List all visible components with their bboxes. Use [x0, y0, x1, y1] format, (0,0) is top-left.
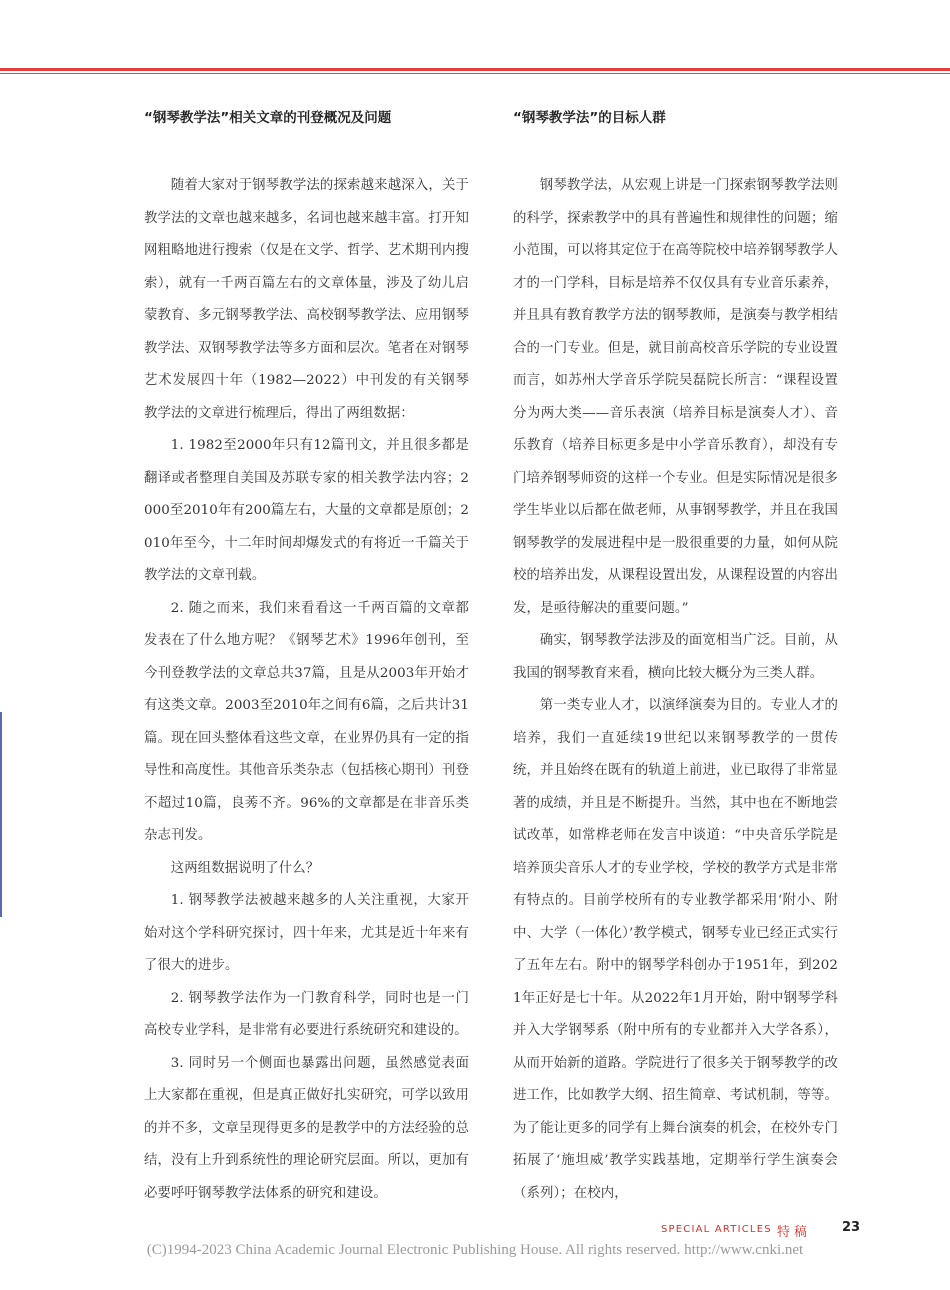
right-column: [513, 108, 838, 1210]
paragraph: 1. 钢琴教学法被越来越多的人关注重视，大家开始对这个学科研究探讨，四十年来，尤其是近十年来有了很大的进步。: [144, 893, 469, 973]
margin-marker-bar: [0, 712, 2, 917]
page-number: 23: [842, 1220, 861, 1235]
paragraph: 这两组数据说明了什么？: [170, 860, 320, 876]
right-column-body: [513, 170, 838, 1210]
paragraph: 随着大家对于钢琴教学法的探索越来越深入，关于教学法的文章也越来越多，名词也越来越丰富。打开知网粗略地进行搜索（仅是在文学、哲学、艺术期刊内搜索），就有一千两百篇左右的文章体量，涉及了幼儿启蒙教育、多元钢琴教学法、高校钢琴教学法、应用钢琴教学法、双钢琴教学法等多方面和层次。笔者在对钢琴艺术发展四十年（1982—2022）中刊发的有关钢琴教学法的文章进行梳理后，得出了两组数据：: [144, 178, 469, 421]
copyright-watermark: (C)1994-2023 China Academic Journal Electronic Publishing House. All rights reserved. http://www.cnki.net: [146, 1242, 804, 1258]
paragraph: 第一类专业人才，以演绎演奏为目的。专业人才的培养，我们一直延续19世纪以来钢琴教学的一贯传统，并且始终在既有的轨道上前进，业已取得了非常显著的成绩，并且是不断提升。当然，其中也在不断地尝试改革，如常桦老师在发言中谈道：“中央音乐学院是培养顶尖音乐人才的专业学校，学校的教学方式是非常有特点的。目前学校所有的专业教学都采用‘附小、附中、大学（一体化）’教学模式，钢琴专业已经正式实行了五年左右。附中的钢琴学科创办于1951年，到2021年正好是七十年。从2022年1月开始，附中钢琴学科并入大学钢琴系（附中所有的专业都并入大学各系），从而开始新的道路。学院进行了很多关于钢琴教学的改进工作，比如教学大纲、招生简章、考试机制，等等。为了能让更多的同学有上舞台演奏的机会，在校外专门拓展了‘施坦威’教学实践基地，定期举行学生演奏会（系列）；在校内，: [513, 698, 838, 1201]
header-rule-thin: [0, 73, 950, 74]
header-rule-thick: [0, 68, 950, 71]
right-section-heading: “钢琴教学法”的目标人群: [513, 110, 666, 126]
paragraph: 2. 钢琴教学法作为一门教育科学，同时也是一门高校专业学科，是非常有必要进行系统研究和建设的。: [144, 990, 469, 1038]
left-column: [144, 108, 469, 1210]
paragraph: 钢琴教学法，从宏观上讲是一门探索钢琴教学法则的科学，探索教学中的具有普遍性和规律性的问题；缩小范围，可以将其定位于在高等院校中培养钢琴教学人才的一门学科，目标是培养不仅仅具有专业音乐素养，并且具有教育教学方法的钢琴教师，是演奏与教学相结合的一门专业。但是，就目前高校音乐学院的专业设置而言，如苏州大学音乐学院吴磊院长所言：“课程设置分为两大类——音乐表演（培养目标是演奏人才）、音乐教育（培养目标更多是中小学音乐教育），却没有专门培养钢琴师资的这样一个专业。但是实际情况是很多学生毕业以后都在做老师，从事钢琴教学，并且在我国钢琴教学的发展进程中是一股很重要的力量，如何从院校的培养出发，从课程设置出发，从课程设置的内容出发，是亟待解决的重要问题。”: [513, 178, 838, 616]
paragraph: 3. 同时另一个侧面也暴露出问题，虽然感觉表面上大家都在重视，但是真正做好扎实研究，可学以致用的并不多，文章呈现得更多的是教学中的方法经验的总结，没有上升到系统性的理论研究层面。所以，更加有必要呼吁钢琴教学法体系的研究和建设。: [144, 1055, 469, 1201]
left-section-heading: “钢琴教学法”相关文章的刊登概况及问题: [144, 110, 392, 126]
footer-section-label-cn: 特稿: [777, 1225, 812, 1240]
paragraph: 2. 随之而来，我们来看看这一千两百篇的文章都发表在了什么地方呢？《钢琴艺术》1996年创刊，至今刊登教学法的文章总共37篇，且是从2003年开始才有这类文章。2003至2010年之间有6篇，之后共计31篇。现在回头整体看这些文章，在业界仍具有一定的指导性和高度性。其他音乐类杂志（包括核心期刊）刊登不超过10篇，良莠不齐。96%的文章都是在非音乐类杂志刊发。: [144, 600, 469, 843]
paragraph: 确实，钢琴教学法涉及的面宽相当广泛。目前，从我国的钢琴教育来看，横向比较大概分为三类人群。: [513, 633, 838, 681]
left-column-body: [144, 170, 469, 1210]
footer-section-label: SPECIAL ARTICLES: [661, 1224, 772, 1235]
paragraph: 1. 1982至2000年只有12篇刊文，并且很多都是翻译或者整理自美国及苏联专家的相关教学法内容；2000至2010年有200篇左右，大量的文章都是原创；2010年至今，十二年时间却爆发式的有将近一千篇关于教学法的文章刊载。: [144, 438, 469, 583]
